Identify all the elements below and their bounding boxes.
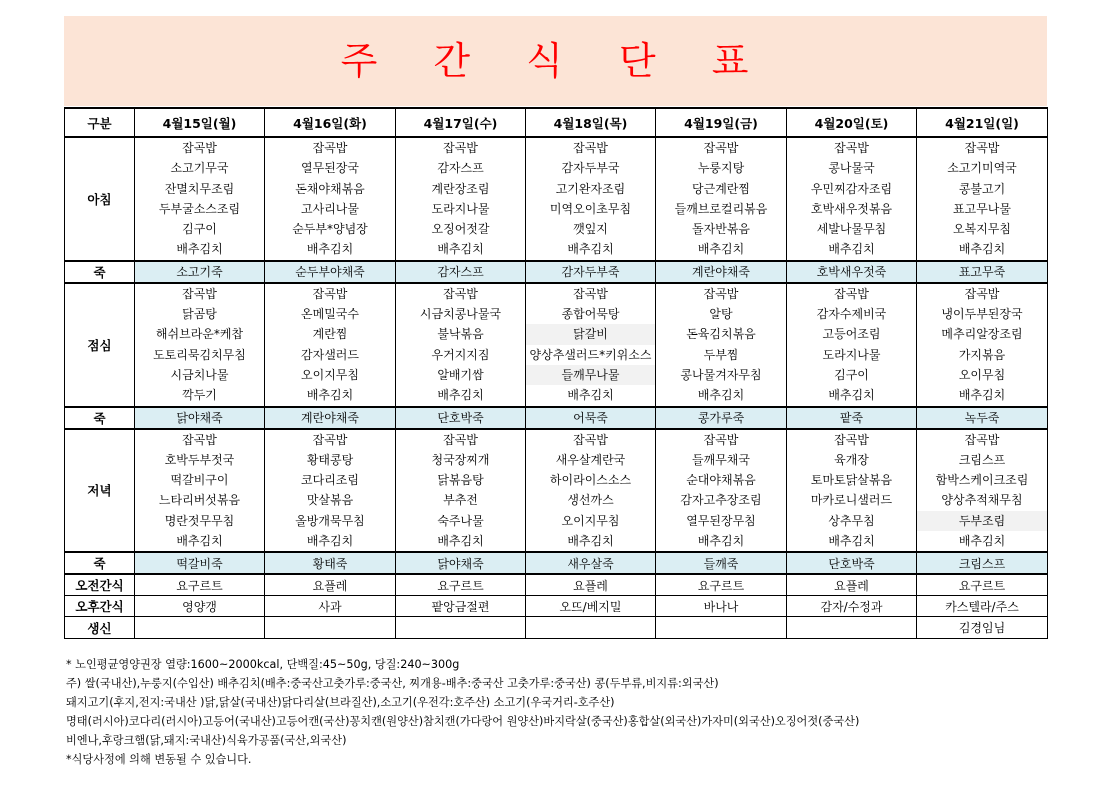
lunch-day-cell xyxy=(135,283,265,407)
menu-item: 마카로니샐러드 xyxy=(810,493,893,508)
menu-item: 종합어묵탕 xyxy=(561,307,620,322)
morning_snack-item: 요플레 xyxy=(526,574,656,596)
menu-item: 배추김치 xyxy=(958,388,1006,403)
afternoon_snack-item: 바나나 xyxy=(656,596,787,617)
juk-item: 감자스프 xyxy=(396,261,526,283)
breakfast-day-cell xyxy=(135,137,265,261)
dinner-day-cell xyxy=(526,429,656,553)
afternoon_snack-item: 팥앙금절편 xyxy=(396,596,526,617)
menu-item: 불낙볶음 xyxy=(437,327,484,342)
breakfast-day-cell xyxy=(265,137,396,261)
header-day: 4월16일(화) xyxy=(265,108,396,137)
juk-item: 소고기죽 xyxy=(135,261,265,283)
afternoon_snack-item: 감자/수정과 xyxy=(787,596,917,617)
menu-item: 돈육김치볶음 xyxy=(686,327,756,342)
lunch-day-cell xyxy=(526,283,656,407)
afternoon_snack-row xyxy=(65,596,1048,617)
morning_snack-item: 요구르트 xyxy=(396,574,526,596)
menu-item: 새우살계란국 xyxy=(555,452,626,467)
menu-item: 느타리버섯볶음 xyxy=(158,493,241,508)
menu-item: 배추김치 xyxy=(437,242,484,257)
header-day: 4월17일(수) xyxy=(396,108,526,137)
juk-item: 콩가루죽 xyxy=(656,407,787,429)
menu-item: 잡곡밥 xyxy=(182,141,217,155)
juk-label: 죽 xyxy=(65,552,135,574)
breakfast-juk-row xyxy=(65,261,1048,283)
juk-item: 녹두죽 xyxy=(917,407,1048,429)
menu-item: 닭볶음탕 xyxy=(437,473,484,488)
morning_snack-row xyxy=(65,574,1048,596)
menu-item: 두부찜 xyxy=(703,347,739,362)
menu-item: 배추김치 xyxy=(176,242,223,257)
menu-item: 고사리나물 xyxy=(301,201,359,216)
lunch-day-cell xyxy=(787,283,917,407)
menu-item: 잡곡밥 xyxy=(443,286,478,301)
birthday-item xyxy=(526,617,656,639)
menu-item: 소고기미역국 xyxy=(947,161,1017,176)
menu-item: 코다리조림 xyxy=(301,473,359,488)
menu-item: 배추김치 xyxy=(567,242,614,257)
menu-item: 가지볶음 xyxy=(958,347,1006,362)
menu-item: 소고기무국 xyxy=(170,161,229,176)
menu-item: 들깨무채국 xyxy=(692,452,750,467)
lunch-label: 점심 xyxy=(65,283,135,407)
menu-item: 깻잎지 xyxy=(573,222,608,237)
menu-item: 잡곡밥 xyxy=(964,286,1000,301)
menu-item: 들깨브로컬리볶음 xyxy=(674,201,768,216)
menu-item: 배추김치 xyxy=(306,242,354,257)
menu-item: 해쉬브라운*케찹 xyxy=(155,327,244,342)
menu-item: 잡곡밥 xyxy=(834,432,869,447)
menu-item: 순두부*양념장 xyxy=(292,222,368,237)
menu-item: 열무된장국 xyxy=(301,161,359,176)
dinner-row xyxy=(65,429,1048,553)
menu-item: 잡곡밥 xyxy=(573,141,608,155)
menu-item: 순대야채볶음 xyxy=(686,473,756,488)
note-line: 돼지고기(후지,전지:국내산 )닭,닭살(국내산)닭다리살(브라질산),소고기(우전각:호주산) 소고기(우국거리-호주산) xyxy=(66,696,615,709)
birthday-item: 김경임님 xyxy=(917,617,1048,639)
menu-item: 크림스프 xyxy=(958,452,1006,467)
menu-item: 배추김치 xyxy=(828,242,875,257)
menu-item: 호박두부젓국 xyxy=(164,452,235,467)
menu-item: 시금치나물 xyxy=(170,367,229,382)
menu-item: 생선까스 xyxy=(567,493,614,508)
menu-item: 열무된장무침 xyxy=(686,513,756,528)
menu-item: 잡곡밥 xyxy=(182,286,217,301)
menu-item: 잔멸치무조림 xyxy=(164,181,235,196)
menu-item: 시금치콩나물국 xyxy=(419,307,502,322)
menu-item: 김구이 xyxy=(834,367,869,382)
note-line: *식당사정에 의해 변동될 수 있습니다. xyxy=(66,753,252,766)
menu-item: 도라지나물 xyxy=(822,347,881,362)
menu-item: 냉이두부된장국 xyxy=(941,307,1023,322)
juk-item: 순두부야채죽 xyxy=(265,261,396,283)
menu-item: 부추전 xyxy=(443,493,478,508)
menu-item: 잡곡밥 xyxy=(834,141,869,155)
menu-item: 잡곡밥 xyxy=(443,141,478,155)
weekly-menu-table xyxy=(64,107,1048,639)
menu-item: 잡곡밥 xyxy=(312,432,348,447)
morning_snack-item: 요구르트 xyxy=(135,574,265,596)
dinner-day-cell xyxy=(656,429,787,553)
juk-item: 단호박죽 xyxy=(787,552,917,574)
juk-label: 죽 xyxy=(65,407,135,429)
menu-item: 들깨무나물 xyxy=(526,365,655,385)
lunch-juk-row xyxy=(65,407,1048,429)
juk-item: 감자두부죽 xyxy=(526,261,656,283)
menu-item: 명란젓무무침 xyxy=(164,513,235,528)
menu-item: 고등어조림 xyxy=(822,327,881,342)
menu-item: 배추김치 xyxy=(697,534,745,549)
menu-item: 오징어젓갈 xyxy=(431,222,490,237)
menu-item: 맛살볶음 xyxy=(306,493,354,508)
menu-item: 배추김치 xyxy=(176,534,223,549)
menu-item: 잡곡밥 xyxy=(703,141,739,155)
breakfast-day-cell xyxy=(396,137,526,261)
morning_snack-item: 요플레 xyxy=(265,574,396,596)
menu-item: 배추김치 xyxy=(567,388,614,403)
menu-item: 배추김치 xyxy=(306,534,354,549)
breakfast-day-cell xyxy=(656,137,787,261)
menu-item: 콩나물겨자무침 xyxy=(680,367,762,382)
menu-item: 오복지무침 xyxy=(953,222,1011,237)
morning_snack-item: 요구르트 xyxy=(917,574,1048,596)
dinner-label: 저녁 xyxy=(65,429,135,553)
menu-item: 깍두기 xyxy=(182,388,217,403)
dinner-day-cell xyxy=(396,429,526,553)
menu-item: 양상추적채무침 xyxy=(941,493,1023,508)
menu-item: 배추김치 xyxy=(697,388,745,403)
menu-item: 메추리알장조림 xyxy=(941,327,1023,342)
menu-item: 알배기쌈 xyxy=(437,367,484,382)
menu-item: 돈채야채볶음 xyxy=(295,181,365,196)
menu-item: 감자스프 xyxy=(437,161,484,176)
menu-item: 닭곰탕 xyxy=(182,307,217,322)
menu-item: 토마토닭살볶음 xyxy=(810,473,893,488)
menu-item: 배추김치 xyxy=(306,388,354,403)
menu-item: 떡갈비구이 xyxy=(170,473,229,488)
menu-item: 잡곡밥 xyxy=(964,141,1000,155)
page-title: 주 간 식 단 표 xyxy=(340,39,771,83)
breakfast-row xyxy=(65,137,1048,261)
menu-item: 황태콩탕 xyxy=(306,452,354,467)
menu-item: 고기완자조림 xyxy=(555,181,626,196)
juk-item: 들깨죽 xyxy=(656,552,787,574)
menu-item: 세발나물무침 xyxy=(816,222,887,237)
juk-item: 어묵죽 xyxy=(526,407,656,429)
menu-item: 김구이 xyxy=(182,222,217,237)
menu-item: 잡곡밥 xyxy=(573,286,608,301)
birthday-item xyxy=(396,617,526,639)
menu-item: 오이무침 xyxy=(958,367,1006,382)
menu-item: 잡곡밥 xyxy=(443,432,478,447)
juk-item: 크림스프 xyxy=(917,552,1048,574)
menu-item: 하이라이스소스 xyxy=(549,473,632,488)
lunch-day-cell xyxy=(265,283,396,407)
menu-item: 배추김치 xyxy=(828,534,875,549)
dinner-day-cell xyxy=(135,429,265,553)
morning_snack-item: 요플레 xyxy=(787,574,917,596)
juk-item: 황태죽 xyxy=(265,552,396,574)
juk-item: 표고무죽 xyxy=(917,261,1048,283)
menu-item: 양상추샐러드*키위소스 xyxy=(529,347,652,362)
breakfast-label: 아침 xyxy=(65,137,135,261)
menu-item: 콩나물국 xyxy=(828,161,875,176)
dinner-day-cell xyxy=(787,429,917,553)
menu-item: 우거지지짐 xyxy=(431,347,490,362)
notes xyxy=(66,655,859,769)
juk-item: 계란야채죽 xyxy=(265,407,396,429)
note-line: 주) 쌀(국내산),누룽지(수입산) 배추김치(배추:중국산고춧가루:중국산, 찌개용-배추:중국산 고춧가루:중국산) 콩(두부류,비지류:외국산) xyxy=(66,677,719,690)
menu-item: 상추무침 xyxy=(828,513,875,528)
dinner-day-cell xyxy=(917,429,1048,553)
dinner-day-cell xyxy=(265,429,396,553)
morning_snack-label: 오전간식 xyxy=(65,574,135,596)
menu-item: 배추김치 xyxy=(437,388,484,403)
menu-item: 콩불고기 xyxy=(958,181,1006,196)
morning_snack-item: 요구르트 xyxy=(656,574,787,596)
note-line: 비엔나,후랑크햄(닭,돼지:국내산)식육가공품(국산,외국산) xyxy=(66,734,347,747)
menu-item: 누룽지탕 xyxy=(697,161,745,176)
lunch-day-cell xyxy=(917,283,1048,407)
menu-item: 잡곡밥 xyxy=(703,432,739,447)
birthday-item xyxy=(135,617,265,639)
menu-item: 배추김치 xyxy=(958,534,1006,549)
menu-item: 표고무나물 xyxy=(953,201,1011,216)
menu-item: 잡곡밥 xyxy=(703,286,739,301)
breakfast-day-cell xyxy=(526,137,656,261)
juk-item: 새우살죽 xyxy=(526,552,656,574)
lunch-day-cell xyxy=(656,283,787,407)
juk-item: 닭야채죽 xyxy=(135,407,265,429)
menu-item: 돌자반볶음 xyxy=(692,222,750,237)
header-day: 4월19일(금) xyxy=(656,108,787,137)
menu-item: 감자고추장조림 xyxy=(680,493,762,508)
header-row xyxy=(65,108,1048,137)
menu-item: 계란찜 xyxy=(312,327,348,342)
afternoon_snack-item: 카스텔라/주스 xyxy=(917,596,1048,617)
menu-item: 알탕 xyxy=(709,307,733,322)
juk-label: 죽 xyxy=(65,261,135,283)
breakfast-day-cell xyxy=(917,137,1048,261)
header-day: 4월15일(월) xyxy=(135,108,265,137)
juk-item: 단호박죽 xyxy=(396,407,526,429)
menu-item: 배추김치 xyxy=(958,242,1006,257)
menu-item: 오이지무침 xyxy=(561,513,620,528)
menu-item: 감자두부국 xyxy=(561,161,620,176)
birthday-item xyxy=(787,617,917,639)
afternoon_snack-item: 영양갱 xyxy=(135,596,265,617)
birthday-label: 생신 xyxy=(65,617,135,639)
menu-item: 배추김치 xyxy=(567,534,614,549)
menu-item: 감자샐러드 xyxy=(301,347,359,362)
menu-item: 도토리묵김치무침 xyxy=(153,347,246,362)
juk-item: 닭야채죽 xyxy=(396,552,526,574)
juk-item: 계란야채죽 xyxy=(656,261,787,283)
menu-item: 호박새우젓볶음 xyxy=(810,201,893,216)
menu-item: 잡곡밥 xyxy=(182,432,217,447)
menu-item: 배추김치 xyxy=(437,534,484,549)
menu-item: 육개장 xyxy=(834,452,869,467)
note-line: * 노인평균영양권장 열량:1600~2000kcal, 단백질:45~50g, 당질:240~300g xyxy=(66,658,460,671)
title-band xyxy=(64,16,1047,106)
birthday-item xyxy=(656,617,787,639)
menu-item: 함박스케이크조림 xyxy=(935,473,1029,488)
menu-item: 잡곡밥 xyxy=(834,286,869,301)
menu-item: 잡곡밥 xyxy=(964,432,1000,447)
menu-item: 미역오이초무침 xyxy=(549,201,632,216)
menu-item: 잡곡밥 xyxy=(573,432,608,447)
menu-item: 두부조림 xyxy=(917,511,1047,531)
menu-item: 당근계란찜 xyxy=(692,181,750,196)
menu-item: 감자수제비국 xyxy=(816,307,887,322)
menu-item: 잡곡밥 xyxy=(312,141,348,155)
juk-item: 떡갈비죽 xyxy=(135,552,265,574)
lunch-row xyxy=(65,283,1048,407)
menu-item: 닭갈비 xyxy=(526,324,655,344)
header-label: 구분 xyxy=(65,108,135,137)
afternoon_snack-item: 오뜨/베지밀 xyxy=(526,596,656,617)
menu-item: 우민찌감자조림 xyxy=(810,181,893,196)
juk-item: 팥죽 xyxy=(787,407,917,429)
dinner-juk-row xyxy=(65,552,1048,574)
menu-item: 계란장조림 xyxy=(431,181,490,196)
juk-item: 호박새우젓죽 xyxy=(787,261,917,283)
afternoon_snack-label: 오후간식 xyxy=(65,596,135,617)
afternoon_snack-item: 사과 xyxy=(265,596,396,617)
menu-item: 오이지무침 xyxy=(301,367,359,382)
header-day: 4월18일(목) xyxy=(526,108,656,137)
lunch-day-cell xyxy=(396,283,526,407)
menu-item: 온메밀국수 xyxy=(301,307,359,322)
menu-item: 청국장찌개 xyxy=(431,452,490,467)
menu-item: 올방개묵무침 xyxy=(295,513,365,528)
menu-item: 두부굴소스조림 xyxy=(158,201,241,216)
menu-item: 숙주나물 xyxy=(437,513,484,528)
menu-item: 배추김치 xyxy=(828,388,875,403)
birthday-row xyxy=(65,617,1048,639)
breakfast-day-cell xyxy=(787,137,917,261)
birthday-item xyxy=(265,617,396,639)
note-line: 명태(러시아)코다리(러시아)고등어(국내산)고등어캔(국산)꽁치캔(원양산)참치캔(가다랑어 원양산)바지락살(중국산)홍합살(외국산)가자미(외국산)오징어젓(중국산) xyxy=(66,715,860,728)
header-day: 4월20일(토) xyxy=(787,108,917,137)
menu-item: 도라지나물 xyxy=(431,201,490,216)
menu-item: 배추김치 xyxy=(697,242,745,257)
header-day: 4월21일(일) xyxy=(917,108,1048,137)
menu-item: 잡곡밥 xyxy=(312,286,348,301)
